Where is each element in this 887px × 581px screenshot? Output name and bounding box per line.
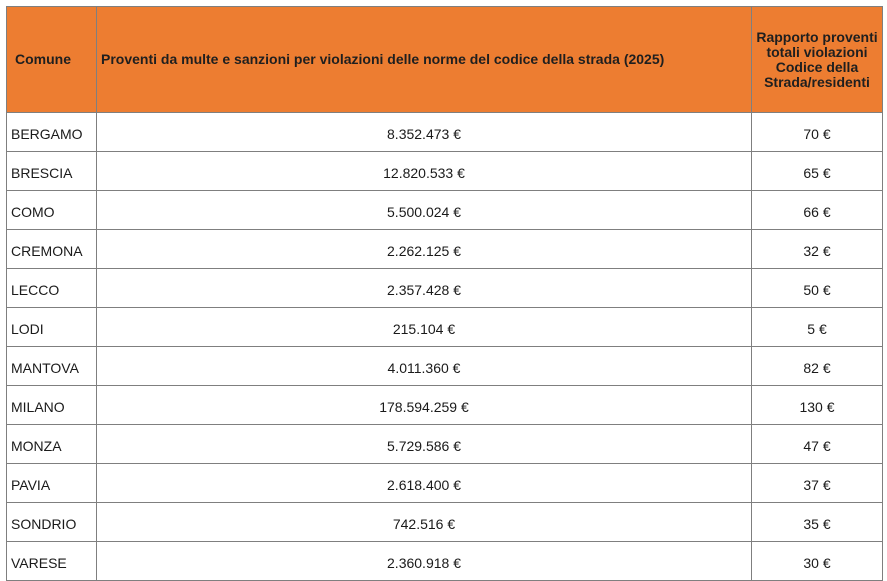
- cell-comune: CREMONA: [7, 230, 97, 269]
- cell-proventi: 5.729.586 €: [97, 425, 752, 464]
- table-row: [7, 425, 883, 464]
- cell-rapporto: 37 €: [752, 464, 883, 503]
- cell-rapporto: 82 €: [752, 347, 883, 386]
- cell-rapporto: 130 €: [752, 386, 883, 425]
- cell-rapporto: 5 €: [752, 308, 883, 347]
- table-header-row: [7, 7, 883, 113]
- fines-table: [6, 6, 883, 581]
- cell-comune: COMO: [7, 191, 97, 230]
- table-row: [7, 386, 883, 425]
- cell-comune: MILANO: [7, 386, 97, 425]
- cell-proventi: 215.104 €: [97, 308, 752, 347]
- table-body: [7, 113, 883, 581]
- cell-proventi: 2.360.918 €: [97, 542, 752, 581]
- cell-comune: BRESCIA: [7, 152, 97, 191]
- cell-rapporto: 70 €: [752, 113, 883, 152]
- cell-proventi: 2.618.400 €: [97, 464, 752, 503]
- cell-proventi: 5.500.024 €: [97, 191, 752, 230]
- cell-comune: PAVIA: [7, 464, 97, 503]
- cell-proventi: 12.820.533 €: [97, 152, 752, 191]
- cell-rapporto: 35 €: [752, 503, 883, 542]
- cell-rapporto: 65 €: [752, 152, 883, 191]
- cell-proventi: 4.011.360 €: [97, 347, 752, 386]
- cell-rapporto: 32 €: [752, 230, 883, 269]
- table-row: [7, 269, 883, 308]
- cell-rapporto: 66 €: [752, 191, 883, 230]
- cell-comune: LECCO: [7, 269, 97, 308]
- table-row: [7, 503, 883, 542]
- cell-comune: BERGAMO: [7, 113, 97, 152]
- fines-table-container: [6, 6, 883, 581]
- cell-comune: MANTOVA: [7, 347, 97, 386]
- cell-proventi: 178.594.259 €: [97, 386, 752, 425]
- table-row: [7, 542, 883, 581]
- cell-rapporto: 47 €: [752, 425, 883, 464]
- cell-rapporto: 30 €: [752, 542, 883, 581]
- cell-comune: LODI: [7, 308, 97, 347]
- table-row: [7, 464, 883, 503]
- cell-comune: VARESE: [7, 542, 97, 581]
- cell-proventi: 742.516 €: [97, 503, 752, 542]
- cell-proventi: 2.262.125 €: [97, 230, 752, 269]
- table-row: [7, 113, 883, 152]
- cell-proventi: 8.352.473 €: [97, 113, 752, 152]
- table-row: [7, 230, 883, 269]
- cell-rapporto: 50 €: [752, 269, 883, 308]
- header-rapporto: Rapporto proventi totali violazioni Codice della Strada/residenti: [752, 7, 883, 113]
- table-row: [7, 308, 883, 347]
- table-row: [7, 347, 883, 386]
- cell-comune: MONZA: [7, 425, 97, 464]
- cell-proventi: 2.357.428 €: [97, 269, 752, 308]
- cell-comune: SONDRIO: [7, 503, 97, 542]
- header-proventi: Proventi da multe e sanzioni per violazioni delle norme del codice della strada (2025): [97, 7, 752, 113]
- header-comune: Comune: [7, 7, 97, 113]
- table-row: [7, 152, 883, 191]
- table-row: [7, 191, 883, 230]
